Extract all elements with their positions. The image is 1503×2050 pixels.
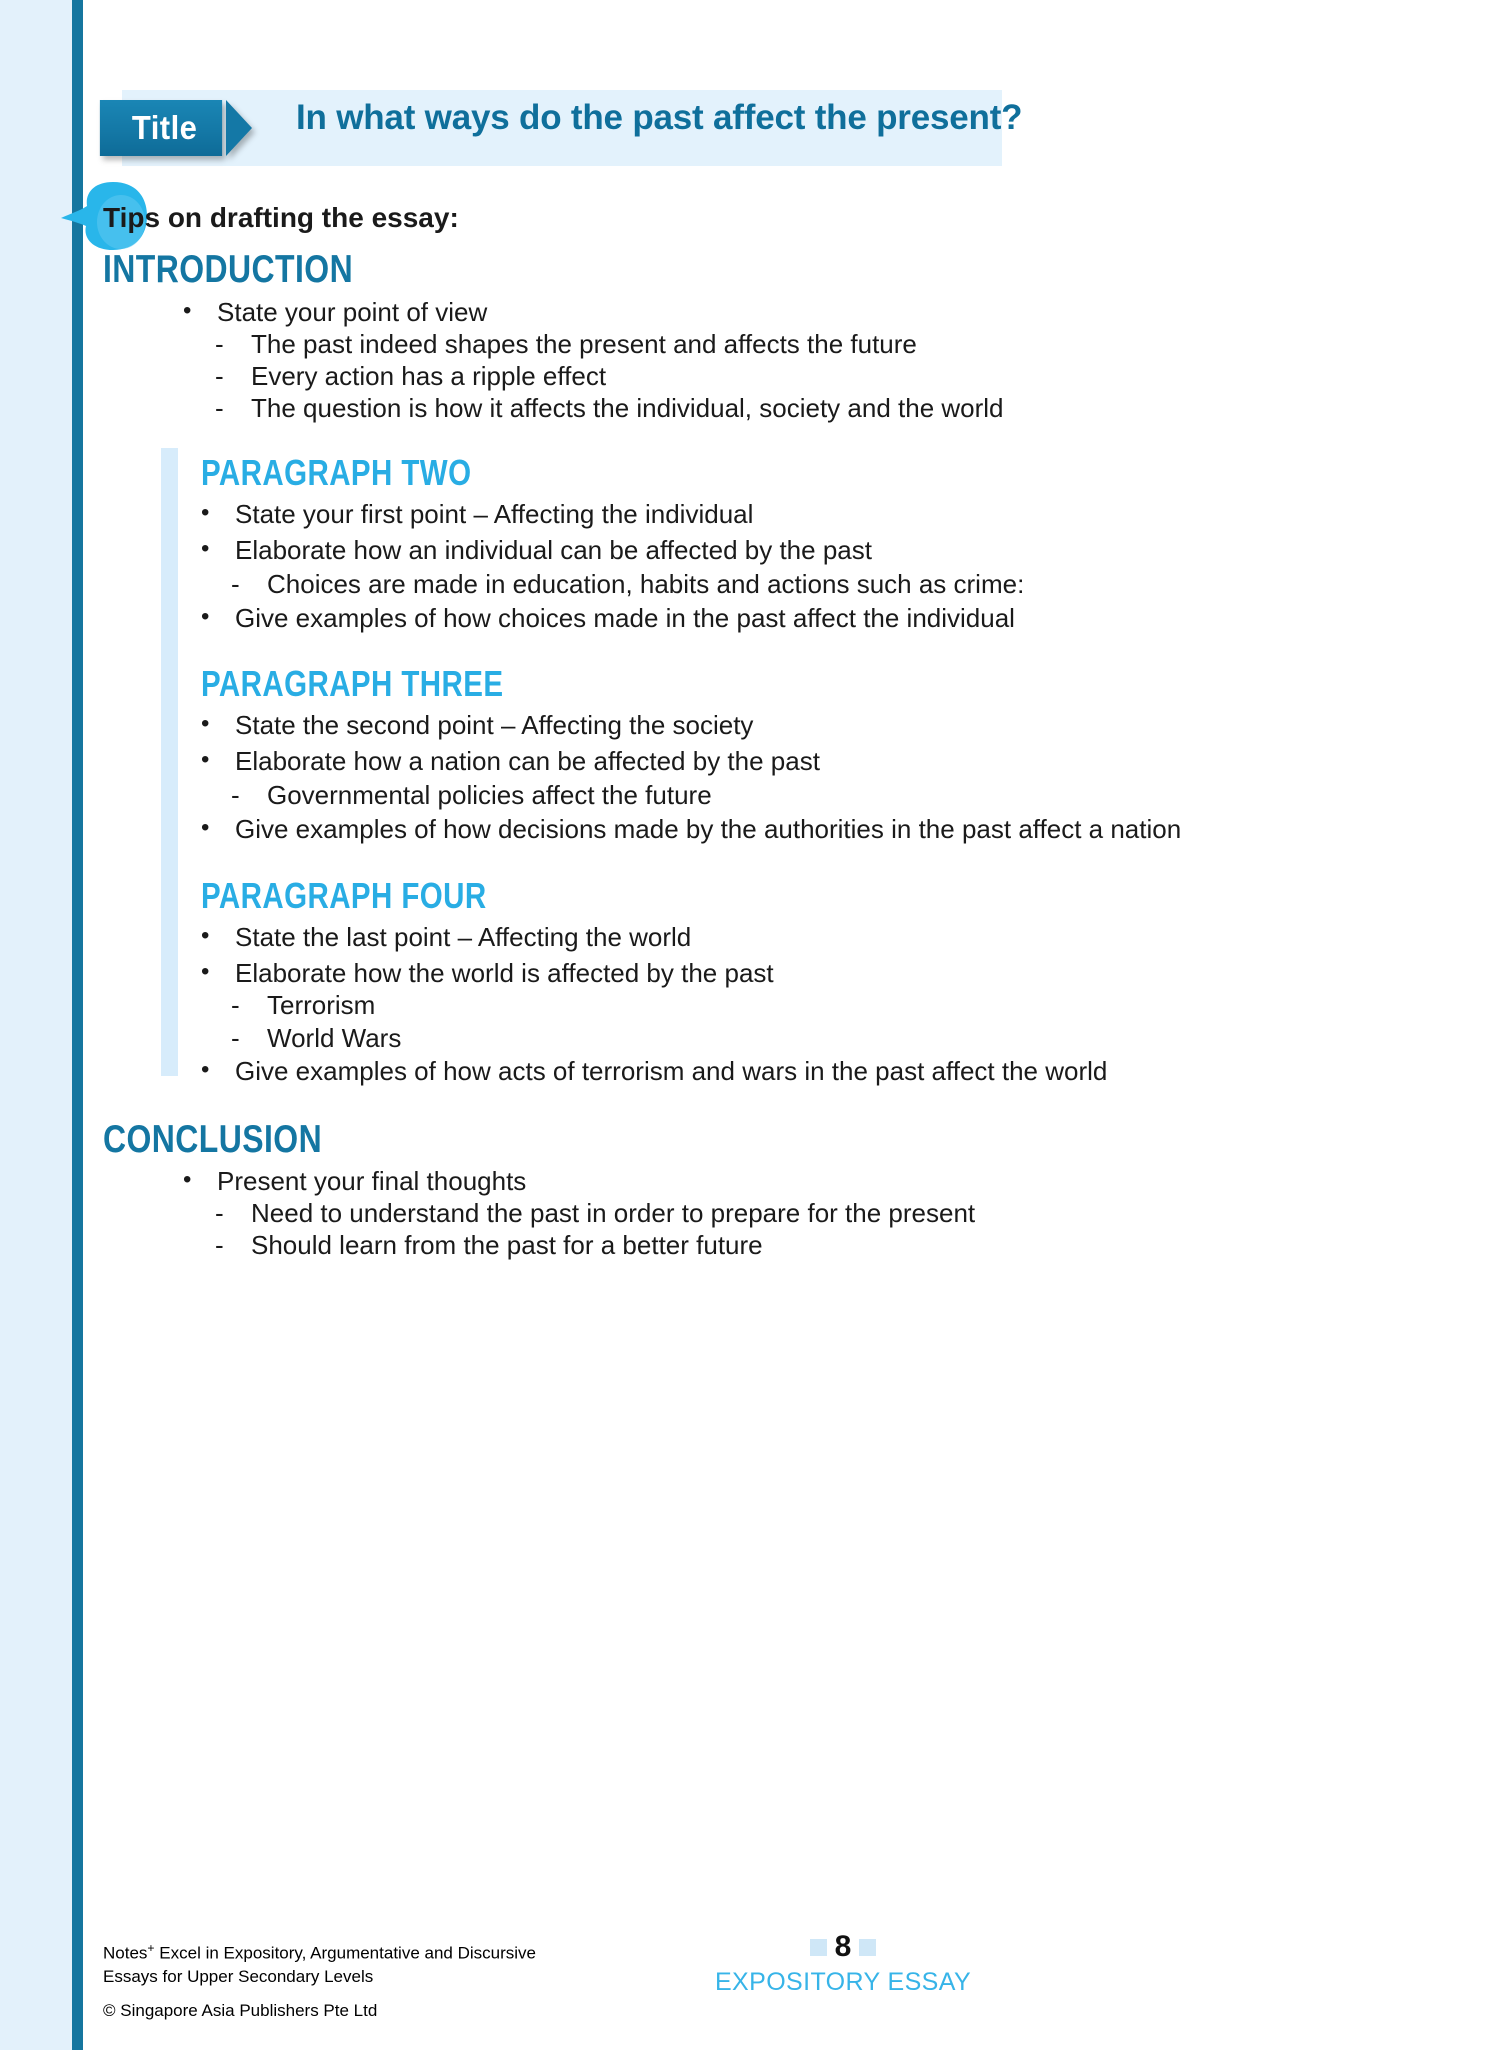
list-item-text: Elaborate how a nation can be affected by the past: [235, 746, 820, 776]
list-item-text: Give examples of how choices made in the past affect the individual: [235, 603, 1015, 633]
title-tag: [96, 100, 252, 156]
dash-marker: -: [215, 329, 224, 359]
list-item: [231, 779, 712, 812]
dash-marker: -: [231, 569, 240, 599]
footer-page-block: [693, 1932, 993, 1997]
footer-credits: [103, 1940, 536, 2022]
bullet-marker: •: [201, 603, 210, 630]
list-item: [231, 1022, 401, 1055]
list-item: [201, 921, 691, 954]
footer-line1-rest: Excel in Expository, Argumentative and Discursive: [154, 1943, 536, 1963]
bullet-marker: •: [201, 814, 210, 841]
dash-marker: -: [215, 1230, 224, 1260]
list-item: [201, 1055, 1107, 1088]
left-margin-band: [0, 0, 72, 2050]
list-item-text: Every action has a ripple effect: [251, 361, 607, 391]
list-item: [215, 360, 606, 393]
section-heading-paragraph-three: PARAGRAPH THREE: [201, 663, 504, 704]
list-item: [201, 534, 872, 567]
section-heading-introduction: INTRODUCTION: [103, 248, 354, 291]
dash-marker: -: [215, 361, 224, 391]
bullet-marker: •: [201, 1056, 210, 1083]
bullet-marker: •: [201, 499, 210, 526]
list-item: [201, 957, 774, 990]
dash-marker: -: [215, 393, 224, 423]
list-item-text: Elaborate how an individual can be affected by the past: [235, 535, 872, 565]
footer-notes-word: Notes: [103, 1943, 148, 1963]
list-item-text: State your first point – Affecting the individual: [235, 499, 754, 529]
bullet-marker: •: [183, 1166, 192, 1193]
list-item-text: Present your final thoughts: [217, 1166, 527, 1196]
list-item-text: Terrorism: [267, 990, 376, 1020]
footer-line-2: Essays for Upper Secondary Levels: [103, 1966, 374, 1986]
list-item-text: State your point of view: [217, 297, 488, 327]
list-item: [201, 602, 1015, 635]
list-item: [201, 745, 820, 778]
dash-marker: -: [231, 990, 240, 1020]
page-content: [83, 0, 1503, 2050]
section-heading-conclusion: CONCLUSION: [103, 1118, 323, 1161]
list-item: [231, 568, 1024, 601]
bullet-marker: •: [201, 710, 210, 737]
list-item-text: Need to understand the past in order to prepare for the present: [251, 1198, 976, 1228]
list-item: [231, 989, 375, 1022]
list-item-text: Give examples of how acts of terrorism and wars in the past affect the world: [235, 1056, 1108, 1086]
page-marker-square-left: [810, 1939, 827, 1956]
list-item-text: Governmental policies affect the future: [267, 780, 712, 810]
list-item-text: World Wars: [267, 1023, 402, 1053]
footer-plus-icon: +: [147, 1941, 155, 1955]
list-item-text: Elaborate how the world is affected by the past: [235, 958, 774, 988]
list-item: [183, 296, 487, 329]
dash-marker: -: [215, 1198, 224, 1228]
bullet-marker: •: [201, 535, 210, 562]
paragraph-group-accent-bar: [161, 448, 178, 1076]
title-tag-arrow-icon: [226, 100, 252, 156]
footer-line-1: [103, 1940, 536, 1966]
list-item: [201, 709, 753, 742]
list-item-text: State the second point – Affecting the society: [235, 710, 754, 740]
list-item: [215, 392, 1004, 425]
list-item: [183, 1165, 526, 1198]
dash-marker: -: [231, 780, 240, 810]
footer-section-label: EXPOSITORY ESSAY: [714, 1968, 972, 1996]
section-heading-paragraph-four: PARAGRAPH FOUR: [201, 875, 487, 916]
bullet-marker: •: [201, 922, 210, 949]
dash-marker: -: [231, 1023, 240, 1053]
list-item: [215, 1229, 763, 1262]
list-item-text: Choices are made in education, habits and actions such as crime:: [267, 569, 1025, 599]
list-item-text: The past indeed shapes the present and affects the future: [251, 329, 917, 359]
tips-heading-label: Tips on drafting the essay:: [103, 202, 459, 233]
page-number-row: [693, 1932, 993, 1962]
page-marker-square-right: [859, 1939, 876, 1956]
footer-copyright: © Singapore Asia Publishers Pte Ltd: [103, 2000, 378, 2020]
left-margin-rule: [72, 0, 83, 2050]
bullet-marker: •: [201, 746, 210, 773]
list-item-text: Give examples of how decisions made by the authorities in the past affect a nation: [235, 814, 1182, 844]
bullet-marker: •: [201, 958, 210, 985]
page-number: 8: [834, 1930, 852, 1963]
list-item: [215, 328, 917, 361]
bullet-marker: •: [183, 297, 192, 324]
list-item: [201, 813, 1181, 846]
essay-question-title: In what ways do the past affect the present?: [296, 98, 1023, 137]
list-item-text: State the last point – Affecting the world: [235, 922, 692, 952]
list-item: [201, 498, 753, 531]
list-item-text: The question is how it affects the individual, society and the world: [251, 393, 1004, 423]
list-item-text: Should learn from the past for a better future: [251, 1230, 763, 1260]
title-tag-label: Title: [100, 100, 222, 156]
list-item: [215, 1197, 975, 1230]
section-heading-paragraph-two: PARAGRAPH TWO: [201, 452, 472, 493]
